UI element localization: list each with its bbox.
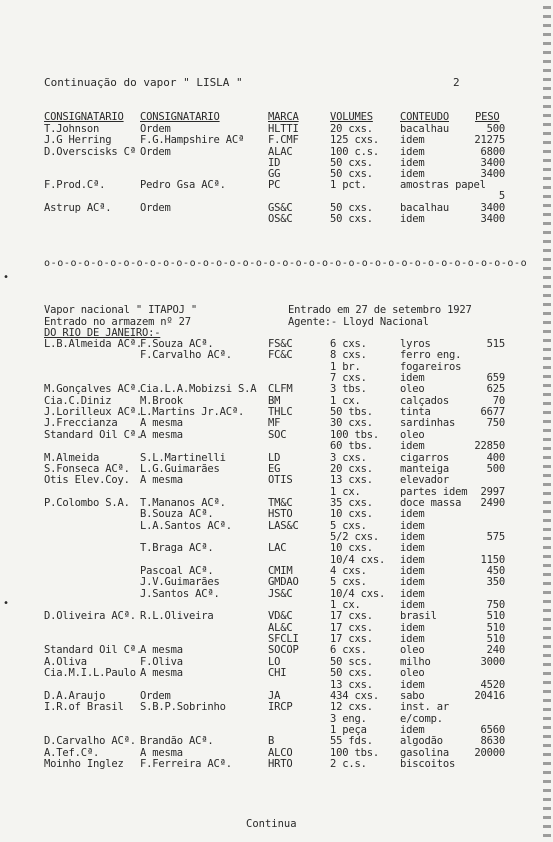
table-cell: idem xyxy=(400,553,425,566)
table-cell: 1 br. xyxy=(330,360,361,373)
table-cell: idem xyxy=(400,145,425,158)
table-cell: 20 cxs. xyxy=(330,462,373,475)
table-cell: M.Almeida xyxy=(44,451,100,464)
table-cell: 240 xyxy=(486,644,505,657)
page-heading: Continuação do vapor " LISLA " xyxy=(44,76,243,89)
table-cell: Astrup ACª. xyxy=(44,201,112,214)
table-cell: 20 cxs. xyxy=(330,123,373,136)
table-cell: cigarros xyxy=(400,451,449,464)
table-cell: idem xyxy=(400,587,425,600)
table-cell: 2490 xyxy=(480,496,505,509)
table-cell: J.G Herring xyxy=(44,134,112,147)
table-cell: 3400 xyxy=(480,212,505,225)
table-cell: SFCLI xyxy=(268,633,299,646)
table-cell: 350 xyxy=(486,576,505,589)
table-cell: 8 cxs. xyxy=(330,349,367,362)
table-cell: 12 cxs. xyxy=(330,701,373,714)
table-cell: 515 xyxy=(486,338,505,350)
table-cell: 434 cxs. xyxy=(330,689,379,702)
table-cell: elevador xyxy=(400,474,449,487)
table-cell: 7 cxs. xyxy=(330,372,367,385)
table-cell: 500 xyxy=(486,462,505,475)
table-cell: F.CMF xyxy=(268,134,299,147)
table-cell: T.Mananos ACª. xyxy=(140,496,226,509)
table-cell: bacalhau xyxy=(400,201,449,214)
table-cell: 3400 xyxy=(480,156,505,169)
table-cell: idem xyxy=(400,633,425,646)
tractor-feed-holes xyxy=(543,0,551,842)
table-cell: idem xyxy=(400,372,425,385)
table-cell: GS&C xyxy=(268,201,293,214)
table-cell: 21275 xyxy=(474,134,505,147)
vessel-agent: Agente:- Lloyd Nacional xyxy=(288,316,429,328)
table-cell: 10/4 cxs. xyxy=(330,553,386,566)
table-cell: Ordem xyxy=(140,201,171,214)
table-cell: idem xyxy=(400,599,425,612)
table-cell: LAS&C xyxy=(268,519,299,532)
table-cell: idem xyxy=(400,519,425,532)
table-cell: Ordem xyxy=(140,145,171,158)
table-cell: idem xyxy=(400,576,425,589)
table-cell: A mesma xyxy=(140,417,183,430)
vessel-warehouse: Entrado no armazem nº 27 xyxy=(44,316,191,328)
table-cell: brasil xyxy=(400,610,437,623)
table-cell: Standard Oil Cª. xyxy=(44,428,142,441)
table-cell: A.Oliva xyxy=(44,655,87,668)
table-cell: A mesma xyxy=(140,644,183,657)
table-cell: sardinhas xyxy=(400,417,456,430)
table-cell: 575 xyxy=(486,530,505,543)
table-cell: L.G.Guimarães xyxy=(140,462,220,475)
table-cell: idem xyxy=(400,508,425,521)
table-cell: F.Prod.Cª. xyxy=(44,179,106,192)
table-cell: J.Freccianza xyxy=(44,417,118,430)
table-cell: D.Carvalho ACª. xyxy=(44,735,136,748)
table-cell: 4 cxs. xyxy=(330,565,367,577)
column-header: MARCA xyxy=(268,111,299,123)
table-cell: 125 cxs. xyxy=(330,134,379,147)
table-cell: tinta xyxy=(400,406,431,419)
table-cell: F.Ferreira ACª. xyxy=(140,757,232,770)
table-cell: 6 cxs. xyxy=(330,644,367,657)
table-cell: 1 cx. xyxy=(330,599,361,612)
table-cell: ALAC xyxy=(268,145,293,158)
table-cell: CLFM xyxy=(268,383,293,396)
table-cell: 50 cxs. xyxy=(330,201,373,214)
table-cell: BM xyxy=(268,394,281,407)
table-cell: manteiga xyxy=(400,462,449,475)
table-cell: Otis Elev.Coy. xyxy=(44,474,130,487)
table-cell: CMIM xyxy=(268,565,293,577)
table-cell: idem xyxy=(400,678,425,691)
table-cell: Ordem xyxy=(140,689,171,702)
table-cell: 20416 xyxy=(474,689,505,702)
table-cell: TM&C xyxy=(268,496,293,509)
column-header: CONSIGNATARIO xyxy=(44,111,124,123)
table-cell: Cia.L.A.Mobizsi S.A xyxy=(140,383,257,396)
table-cell: S.Fonseca ACª. xyxy=(44,462,130,475)
table-cell: 50 scs. xyxy=(330,655,373,668)
table-cell: 3400 xyxy=(480,168,505,180)
table-cell: A mesma xyxy=(140,667,183,680)
table-cell: inst. ar xyxy=(400,701,449,714)
vessel-name: Vapor nacional " ITAPOJ " xyxy=(44,304,198,316)
table-cell: 50 cxs. xyxy=(330,156,373,169)
table-cell: 5/2 cxs. xyxy=(330,530,379,543)
table-cell: LO xyxy=(268,655,281,668)
table-cell: idem xyxy=(400,530,425,543)
table-cell: idem xyxy=(400,723,425,736)
table-cell: VD&C xyxy=(268,610,293,623)
origin-heading: DO RIO DE JANEIRO:- xyxy=(44,327,161,339)
table-cell: ALCO xyxy=(268,746,293,759)
table-cell: oleo xyxy=(400,667,425,680)
table-cell: J.Santos ACª. xyxy=(140,587,220,600)
table-cell: 50 cxs. xyxy=(330,168,373,180)
table-cell: A mesma xyxy=(140,746,183,759)
table-cell: 100 tbs. xyxy=(330,746,379,759)
table-cell: F.Souza ACª. xyxy=(140,338,214,350)
column-header: PESO xyxy=(475,111,500,123)
table-cell: 17 cxs. xyxy=(330,610,373,623)
table-cell: biscoitos xyxy=(400,757,456,770)
table-cell: 8630 xyxy=(480,735,505,748)
table-cell: 50 tbs. xyxy=(330,406,373,419)
table-cell: LD xyxy=(268,451,281,464)
table-cell: 30 cxs. xyxy=(330,417,373,430)
table-cell: 5 cxs. xyxy=(330,519,367,532)
table-cell: A.Tef.Cª. xyxy=(44,746,100,759)
table-cell: idem xyxy=(400,542,425,555)
table-cell: THLC xyxy=(268,406,293,419)
table-cell: EG xyxy=(268,462,281,475)
table-cell: sabo xyxy=(400,689,425,702)
table-cell: M.Gonçalves ACª. xyxy=(44,383,142,396)
column-header: CONTEUDO xyxy=(400,111,449,123)
table-cell: 100 tbs. xyxy=(330,428,379,441)
table-cell: oleo xyxy=(400,644,425,657)
table-cell: 70 xyxy=(492,394,505,407)
table-cell: doce massa xyxy=(400,496,462,509)
column-header: CONSIGNATARIO xyxy=(140,111,220,123)
table-cell: LAC xyxy=(268,542,287,555)
table-cell: 13 cxs. xyxy=(330,678,373,691)
table-cell: Cia.C.Diniz xyxy=(44,394,112,407)
table-cell: idem xyxy=(400,134,425,147)
table-cell: Brandão ACª. xyxy=(140,735,214,748)
table-cell: Pedro Gsa ACª. xyxy=(140,179,226,192)
table-cell: HSTO xyxy=(268,508,293,521)
table-cell: 6560 xyxy=(480,723,505,736)
table-cell: A mesma xyxy=(140,428,183,441)
table-cell: 2 c.s. xyxy=(330,757,367,770)
table-cell: D.A.Araujo xyxy=(44,689,106,702)
table-cell: algodão xyxy=(400,735,443,748)
table-cell: ferro eng. xyxy=(400,349,462,362)
table-cell: 17 cxs. xyxy=(330,621,373,634)
table-cell: MF xyxy=(268,417,281,430)
table-cell: Pascoal ACª. xyxy=(140,565,214,577)
table-cell: Ordem xyxy=(140,123,171,136)
table-cell: 3400 xyxy=(480,201,505,214)
table-cell: Moinho Inglez xyxy=(44,757,124,770)
table-cell: fogareiros xyxy=(400,360,462,373)
table-cell: 450 xyxy=(486,565,505,577)
table-cell: idem xyxy=(400,621,425,634)
continues-label: Continua xyxy=(246,818,297,830)
table-cell: 5 xyxy=(498,190,505,203)
table-cell: AL&C xyxy=(268,621,293,634)
table-cell: 6 cxs. xyxy=(330,338,367,350)
table-cell: I.R.of Brasil xyxy=(44,701,124,714)
table-cell: 510 xyxy=(486,633,505,646)
table-cell: HRTO xyxy=(268,757,293,770)
table-cell: 20000 xyxy=(474,746,505,759)
table-cell: 2997 xyxy=(480,485,505,498)
table-cell: 1 pct. xyxy=(330,179,367,192)
table-cell: GG xyxy=(268,168,281,180)
table-cell: 35 cxs. xyxy=(330,496,373,509)
table-cell: 750 xyxy=(486,417,505,430)
table-cell: F.Carvalho ACª. xyxy=(140,349,232,362)
table-cell: JA xyxy=(268,689,281,702)
table-cell: D.Overscisks Cª xyxy=(44,145,136,158)
table-cell: idem xyxy=(400,168,425,180)
table-cell: FS&C xyxy=(268,338,293,350)
table-cell: 3 tbs. xyxy=(330,383,367,396)
page-number: 2 xyxy=(453,76,460,89)
table-cell: A mesma xyxy=(140,474,183,487)
table-cell: 500 xyxy=(486,123,505,136)
table-cell: 3 cxs. xyxy=(330,451,367,464)
table-cell: F.Oliva xyxy=(140,655,183,668)
table-cell: 13 cxs. xyxy=(330,474,373,487)
table-cell: idem xyxy=(400,440,425,453)
table-cell: e/comp. xyxy=(400,712,443,725)
table-cell: HLTTI xyxy=(268,123,299,136)
table-cell: Standard Oil Cª. xyxy=(44,644,142,657)
table-cell: idem xyxy=(400,156,425,169)
table-cell: idem xyxy=(400,212,425,225)
table-cell: Cia.M.I.L.Paulo xyxy=(44,667,136,680)
table-cell: T.Johnson xyxy=(44,123,100,136)
table-cell: 4520 xyxy=(480,678,505,691)
table-cell: idem xyxy=(400,565,425,577)
table-cell: OS&C xyxy=(268,212,293,225)
table-cell: J.Lorilleux ACª. xyxy=(44,406,142,419)
table-cell: 400 xyxy=(486,451,505,464)
table-cell: JS&C xyxy=(268,587,293,600)
table-cell: GMDAO xyxy=(268,576,299,589)
table-cell: 1150 xyxy=(480,553,505,566)
table-cell: 750 xyxy=(486,599,505,612)
separator-line: o-o-o-o-o-o-o-o-o-o-o-o-o-o-o-o-o-o-o-o-o-o-o-o-o-o-o-o-o-o-o-o-o-o-o-o-o xyxy=(44,258,528,269)
table-cell: milho xyxy=(400,655,431,668)
table-cell: 510 xyxy=(486,610,505,623)
table-cell: J.V.Guimarães xyxy=(140,576,220,589)
table-cell: 10 cxs. xyxy=(330,508,373,521)
table-cell: oleo xyxy=(400,428,425,441)
table-cell: 10/4 cxs. xyxy=(330,587,386,600)
table-cell: lyros xyxy=(400,338,431,350)
table-cell: L.A.Santos ACª. xyxy=(140,519,232,532)
table-cell: PC xyxy=(268,179,281,192)
table-cell: L.Martins Jr.ACª. xyxy=(140,406,245,419)
table-cell: 100 c.s. xyxy=(330,145,379,158)
edge-mark: • xyxy=(3,272,10,283)
table-cell: FC&C xyxy=(268,349,293,362)
table-cell: 1 cx. xyxy=(330,394,361,407)
table-cell: 50 cxs. xyxy=(330,212,373,225)
table-cell: SOCOP xyxy=(268,644,299,657)
table-cell: 510 xyxy=(486,621,505,634)
table-cell: L.B.Almeida ACª. xyxy=(44,338,142,350)
table-cell: D.Oliveira ACª. xyxy=(44,610,136,623)
table-cell: CHI xyxy=(268,667,287,680)
vessel-arrival: Entrado em 27 de setembro 1927 xyxy=(288,304,472,316)
table-cell: T.Braga ACª. xyxy=(140,542,214,555)
table-cell: IRCP xyxy=(268,701,293,714)
table-cell: amostras papel xyxy=(400,179,486,192)
table-cell: S.B.P.Sobrinho xyxy=(140,701,226,714)
table-cell: S.L.Martinelli xyxy=(140,451,226,464)
table-cell: B xyxy=(268,735,275,748)
table-cell: 60 tbs. xyxy=(330,440,373,453)
table-cell: calçados xyxy=(400,394,449,407)
table-cell: P.Colombo S.A. xyxy=(44,496,130,509)
table-cell: oleo xyxy=(400,383,425,396)
table-cell: 3 eng. xyxy=(330,712,367,725)
table-cell: OTIS xyxy=(268,474,293,487)
table-cell: R.L.Oliveira xyxy=(140,610,214,623)
table-cell: gasolina xyxy=(400,746,449,759)
column-header: VOLUMES xyxy=(330,111,373,123)
table-cell: 1 peça xyxy=(330,723,367,736)
edge-mark: • xyxy=(3,598,10,609)
table-cell: 3000 xyxy=(480,655,505,668)
table-cell: 659 xyxy=(486,372,505,385)
table-cell: 22850 xyxy=(474,440,505,453)
table-cell: ID xyxy=(268,156,281,169)
table-cell: 10 cxs. xyxy=(330,542,373,555)
table-cell: B.Souza ACª. xyxy=(140,508,214,521)
table-cell: 6677 xyxy=(480,406,505,419)
table-cell: M.Brook xyxy=(140,394,183,407)
table-cell: 5 cxs. xyxy=(330,576,367,589)
table-cell: 50 cxs. xyxy=(330,667,373,680)
table-cell: partes idem xyxy=(400,485,468,498)
table-cell: F.G.Hampshire ACª xyxy=(140,134,245,147)
table-cell: 17 cxs. xyxy=(330,633,373,646)
table-cell: 1 cx. xyxy=(330,485,361,498)
table-cell: SOC xyxy=(268,428,287,441)
table-cell: 6800 xyxy=(480,145,505,158)
table-cell: 55 fds. xyxy=(330,735,373,748)
table-cell: bacalhau xyxy=(400,123,449,136)
table-cell: 625 xyxy=(486,383,505,396)
